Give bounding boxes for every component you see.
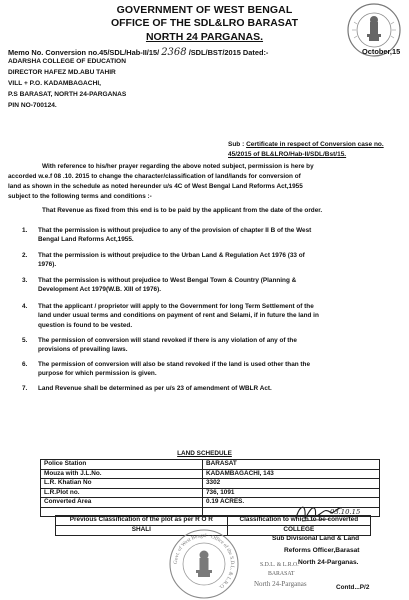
condition-line: 1976).	[38, 261, 57, 269]
condition-line: provisions of prevailing laws.	[38, 346, 128, 354]
memo-date: October,15	[362, 47, 401, 56]
condition-number: 4.	[22, 303, 28, 310]
signatory-title-1: Sub Divisional Land & Land	[272, 535, 360, 542]
subject-text-2: 45/2015 of BL&LRO/Hab-II/SDL/Bst/15.	[228, 151, 347, 158]
condition-line: Land Revenue shall be determined as per u/s 23 of amendment of WBLR Act.	[38, 385, 272, 392]
body-line-3: land as shown in the schedule as noted hereunder u/s 4C of West Bengal Land Reforms Act,1955	[8, 183, 303, 190]
table-row	[41, 488, 380, 498]
memo-handwritten-number: 2368	[161, 47, 187, 58]
header-district: NORTH 24 PARGANAS.	[145, 31, 264, 43]
table-row	[41, 479, 380, 489]
condition-line: That the applicant / proprietor will apply to the Government for long Term Settlement of the	[38, 303, 314, 310]
condition-number: 1.	[22, 227, 28, 234]
body-line-2: accorded w.e.f 08 .10. 2015 to change the character/classification of land/lands for conversion of	[8, 173, 301, 180]
classification-value-converted: COLLEGE	[227, 526, 370, 536]
condition-line: That the permission is without prejudice to any of the provision of chapter II B of the West	[38, 227, 312, 234]
classification-value-previous: SHALI	[56, 526, 228, 536]
stamp-line-2: BARASAT	[268, 571, 295, 577]
stamp-line-3: North 24-Parganas	[254, 580, 307, 588]
condition-number: 5.	[22, 337, 28, 344]
header-office: OFFICE OF THE SDL&LRO BARASAT	[110, 17, 299, 29]
table-cell-value: KADAMBAGACHI, 143	[203, 469, 380, 479]
table-row	[41, 469, 380, 479]
revenue-note: That Revenue as fixed from this end is to be paid by the applicant from the date of the order.	[42, 207, 323, 214]
signatory-title-2: Reforms Officer,Barasat	[284, 547, 360, 554]
condition-line: Development Act 1979(W.B. XIII of 1976).	[38, 286, 161, 294]
table-cell-label: L.R. Khatian No	[41, 479, 203, 489]
table-row	[41, 460, 380, 470]
memo-line	[8, 47, 403, 58]
addressee-line-2: DIRECTOR HAFEZ MD.ABU TAHIR	[8, 69, 116, 76]
table-cell-value: 736, 1091	[203, 488, 380, 498]
header-government: GOVERNMENT OF WEST BENGAL	[116, 4, 293, 16]
condition-number: 7.	[22, 385, 28, 392]
table-cell-label: L.R.Plot no.	[41, 488, 203, 498]
table-cell-value: 0.19 ACRES.	[203, 498, 380, 508]
office-seal-icon	[168, 528, 240, 600]
seal-ring-text: Govt. of West Bengal · Office of the S.D.L. & L.R.O.	[172, 532, 236, 591]
table-cell-label: Converted Area	[41, 498, 203, 508]
condition-line: purpose for which permission is given.	[38, 370, 157, 378]
addressee-line-5: PIN NO-700124.	[8, 102, 57, 109]
condition-line: That the permission is without prejudice to West Bengal Town & Country (Planning &	[38, 277, 297, 284]
table-cell-value: 3302	[203, 479, 380, 489]
condition-number: 6.	[22, 361, 28, 368]
addressee-line-3: VILL + P.O. KADAMBAGACHI,	[8, 80, 101, 87]
table-cell-label: Mouza with J.L.No.	[41, 469, 203, 479]
classification-header-converted: Classification to which to be converted	[227, 516, 370, 526]
condition-line: Bengal Land Reforms Act,1955.	[38, 236, 134, 244]
memo-suffix: /SDL/BST/2015 Dated:-	[188, 48, 269, 57]
condition-line: The permission of conversion will also be stand revoked if the land is used other than the	[38, 361, 311, 368]
condition-number: 2.	[22, 252, 28, 259]
condition-number: 3.	[22, 277, 28, 284]
signature-date: 03.10.15	[330, 508, 361, 516]
subject-text-1: Certificate in respect of Conversion case no.	[246, 141, 384, 148]
condition-line: That the permission is without prejudice to the Urban Land & Regulation Act 1976 (33 of	[38, 252, 305, 259]
addressee-line-1: ADARSHA COLLEGE OF EDUCATION	[8, 58, 126, 65]
table-cell-value: BARASAT	[203, 460, 380, 470]
condition-line: question is found to be vested.	[38, 321, 133, 329]
memo-prefix: Memo No. Conversion no.45/SDL/Hab-II/15/	[8, 48, 160, 57]
classification-header-previous: Previous Classification of the plot as per R O R	[56, 516, 228, 526]
subject-block	[228, 140, 406, 160]
subject-label: Sub :	[228, 141, 245, 148]
table-cell-label: Police Station	[41, 460, 203, 470]
land-schedule-title: LAND SCHEDULE	[177, 450, 232, 457]
body-line-1: With reference to his/her prayer regarding the above noted subject, permission is here by	[42, 163, 314, 170]
addressee-line-4: P.S BARASAT, NORTH 24-PARGANAS	[8, 91, 127, 98]
condition-line: The permission of conversion will stand revoked if there is any violation of any of the	[38, 337, 297, 344]
condition-line: land under usual terms and conditions on payment of rent and Selami, if in future the land in	[38, 312, 319, 320]
continued-note: Contd...P/2	[336, 584, 370, 591]
signatory-title-3: North 24-Parganas.	[298, 559, 359, 566]
body-line-4: subject to the following terms and conditions :-	[8, 193, 152, 200]
stamp-line-1: S.D.L. & L.R.O.	[260, 562, 299, 568]
